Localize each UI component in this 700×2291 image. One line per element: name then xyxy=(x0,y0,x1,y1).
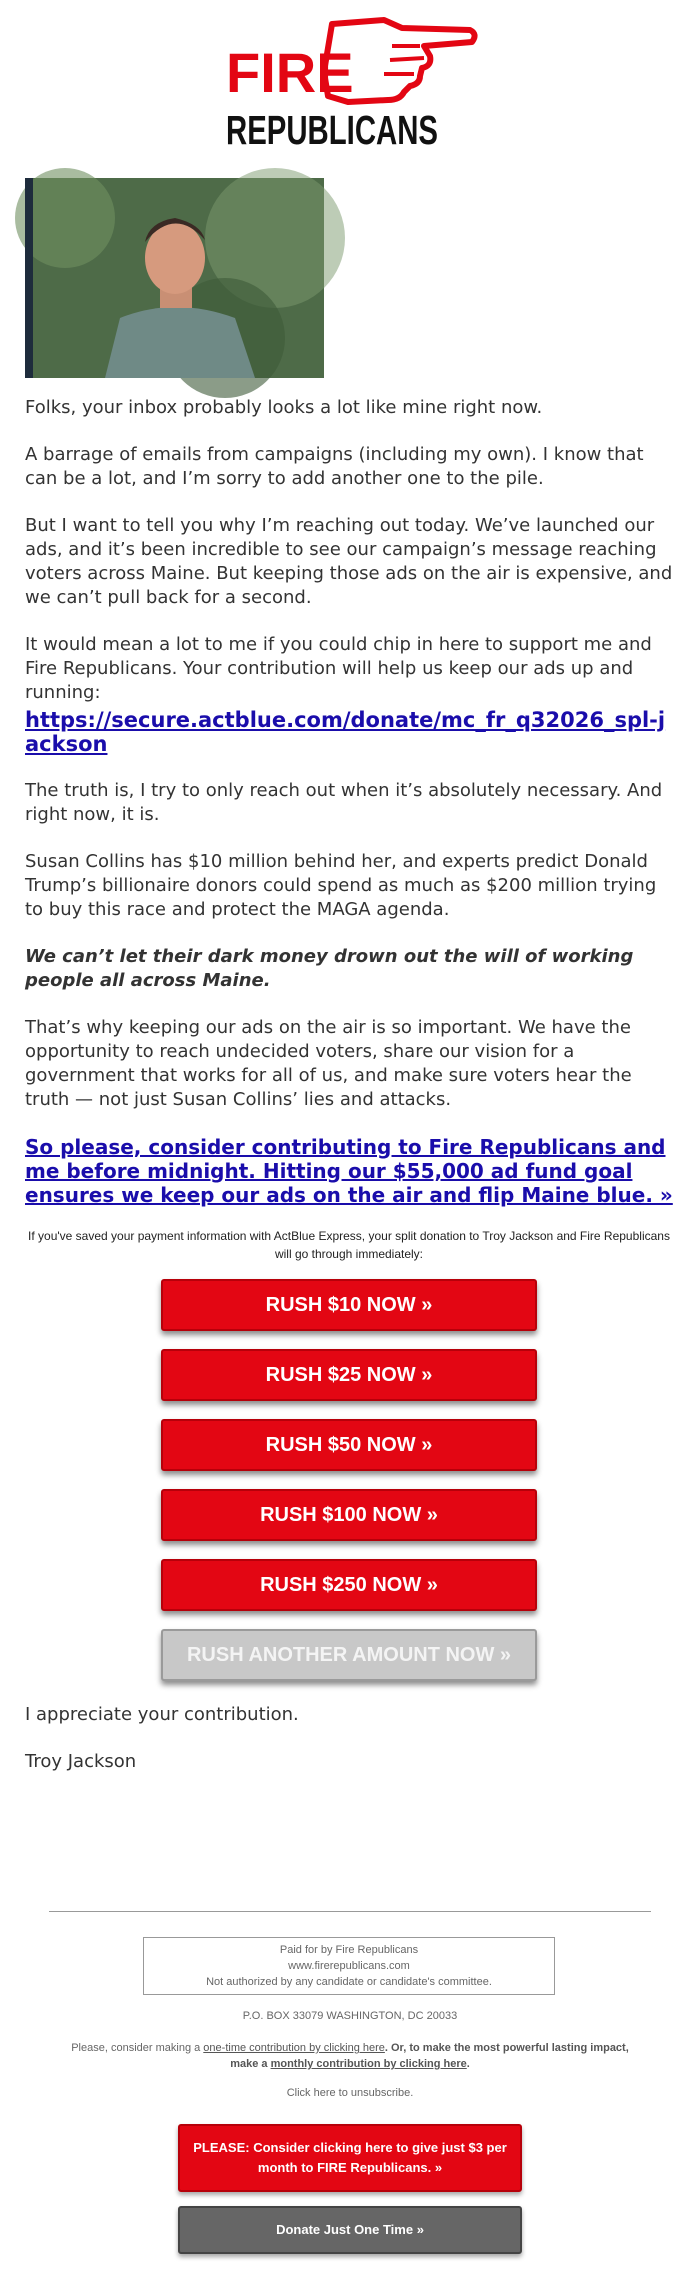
body-paragraph-1: Folks, your inbox probably looks a lot like mine right now. xyxy=(25,397,543,418)
paid-for-disclaimer xyxy=(143,1937,555,1995)
ask-prefix: Please, consider making a xyxy=(71,2042,204,2054)
unsubscribe-link[interactable]: Click here to unsubscribe. xyxy=(286,2087,414,2099)
body-paragraph-3: But I want to tell you why I’m reaching out today. We’ve launched our ads, and it’s been incredible to see our campaign’s message reaching voters across Maine. But keeping those ads on the air is expensive, and we can’t pull back for a second. xyxy=(25,515,673,608)
one-time-donation-button[interactable]: Donate Just One Time » xyxy=(178,2206,522,2254)
rush-10-button[interactable]: RUSH $10 NOW » xyxy=(161,1279,537,1331)
footer-divider xyxy=(49,1911,651,1912)
candidate-photo-image xyxy=(25,178,324,378)
contribute-cta-link[interactable]: So please, consider contributing to Fire Republicans and me before midnight. Hitting our $55,000 ad fund goal ensures we keep our ads on the air and flip Maine blue. » xyxy=(25,1135,673,1207)
logo-word-fire: FIRE xyxy=(226,41,354,104)
actblue-express-note: If you've saved your payment information with ActBlue Express, your split donation to Troy Jackson and Fire Republicans will go through immediately: xyxy=(28,1229,670,1261)
not-authorized-text: Not authorized by any candidate or candidate's committee. xyxy=(206,1976,492,1988)
rush-25-button[interactable]: RUSH $25 NOW » xyxy=(161,1349,537,1401)
email-body xyxy=(25,396,673,1797)
body-emphasis: We can’t let their dark money drown out the will of working people all across Maine. xyxy=(25,946,634,991)
paid-for-text: Paid for by Fire Republicans xyxy=(279,1944,419,1956)
rush-250-button[interactable]: RUSH $250 NOW » xyxy=(161,1559,537,1611)
body-paragraph-8: That’s why keeping our ads on the air is so important. We have the opportunity to reach undecided voters, share our vision for a government that works for all of us, and make sure voters hear the truth — not just Susan Collins’ lies and attacks. xyxy=(25,1017,632,1110)
candidate-photo xyxy=(25,178,324,378)
donate-url-link[interactable]: https://secure.actblue.com/donate/mc_fr_q32026_spl-jackson xyxy=(25,708,666,756)
ask-middle: . Or, to make the most powerful lasting impact, make a xyxy=(230,2042,629,2070)
body-paragraph-4: It would mean a lot to me if you could chip in here to support me and Fire Republicans. Your contribution will help us keep our ads up and running: xyxy=(25,634,652,703)
body-paragraph-6: Susan Collins has $10 million behind her, and experts predict Donald Trump’s billionaire donors could spend as much as $200 million trying to buy this race and protect the MAGA agenda. xyxy=(25,851,657,920)
contribution-ask xyxy=(70,2040,630,2072)
one-time-contribution-link[interactable]: one-time contribution by clicking here xyxy=(203,2042,385,2054)
ask-suffix: . xyxy=(466,2058,470,2070)
fire-republicans-logo xyxy=(224,16,478,153)
closing-thanks: I appreciate your contribution. xyxy=(25,1704,299,1725)
rush-100-button[interactable]: RUSH $100 NOW » xyxy=(161,1489,537,1541)
website-text: www.firerepublicans.com xyxy=(288,1960,410,1972)
rush-another-amount-button[interactable]: RUSH ANOTHER AMOUNT NOW » xyxy=(161,1629,537,1681)
monthly-donation-button[interactable]: PLEASE: Consider clicking here to give just $3 per month to FIRE Republicans. » xyxy=(178,2124,522,2192)
body-paragraph-5: The truth is, I try to only reach out when it’s absolutely necessary. And right now, it is. xyxy=(25,780,663,825)
body-paragraph-2: A barrage of emails from campaigns (including my own). I know that can be a lot, and I’m sorry to add another one to the pile. xyxy=(25,444,644,489)
monthly-contribution-link[interactable]: monthly contribution by clicking here xyxy=(270,2058,467,2070)
signature: Troy Jackson xyxy=(25,1751,137,1772)
mailing-address: P.O. BOX 33079 WASHINGTON, DC 20033 xyxy=(242,2010,458,2022)
logo-word-republicans: REPUBLICANS xyxy=(226,107,438,153)
rush-50-button[interactable]: RUSH $50 NOW » xyxy=(161,1419,537,1471)
